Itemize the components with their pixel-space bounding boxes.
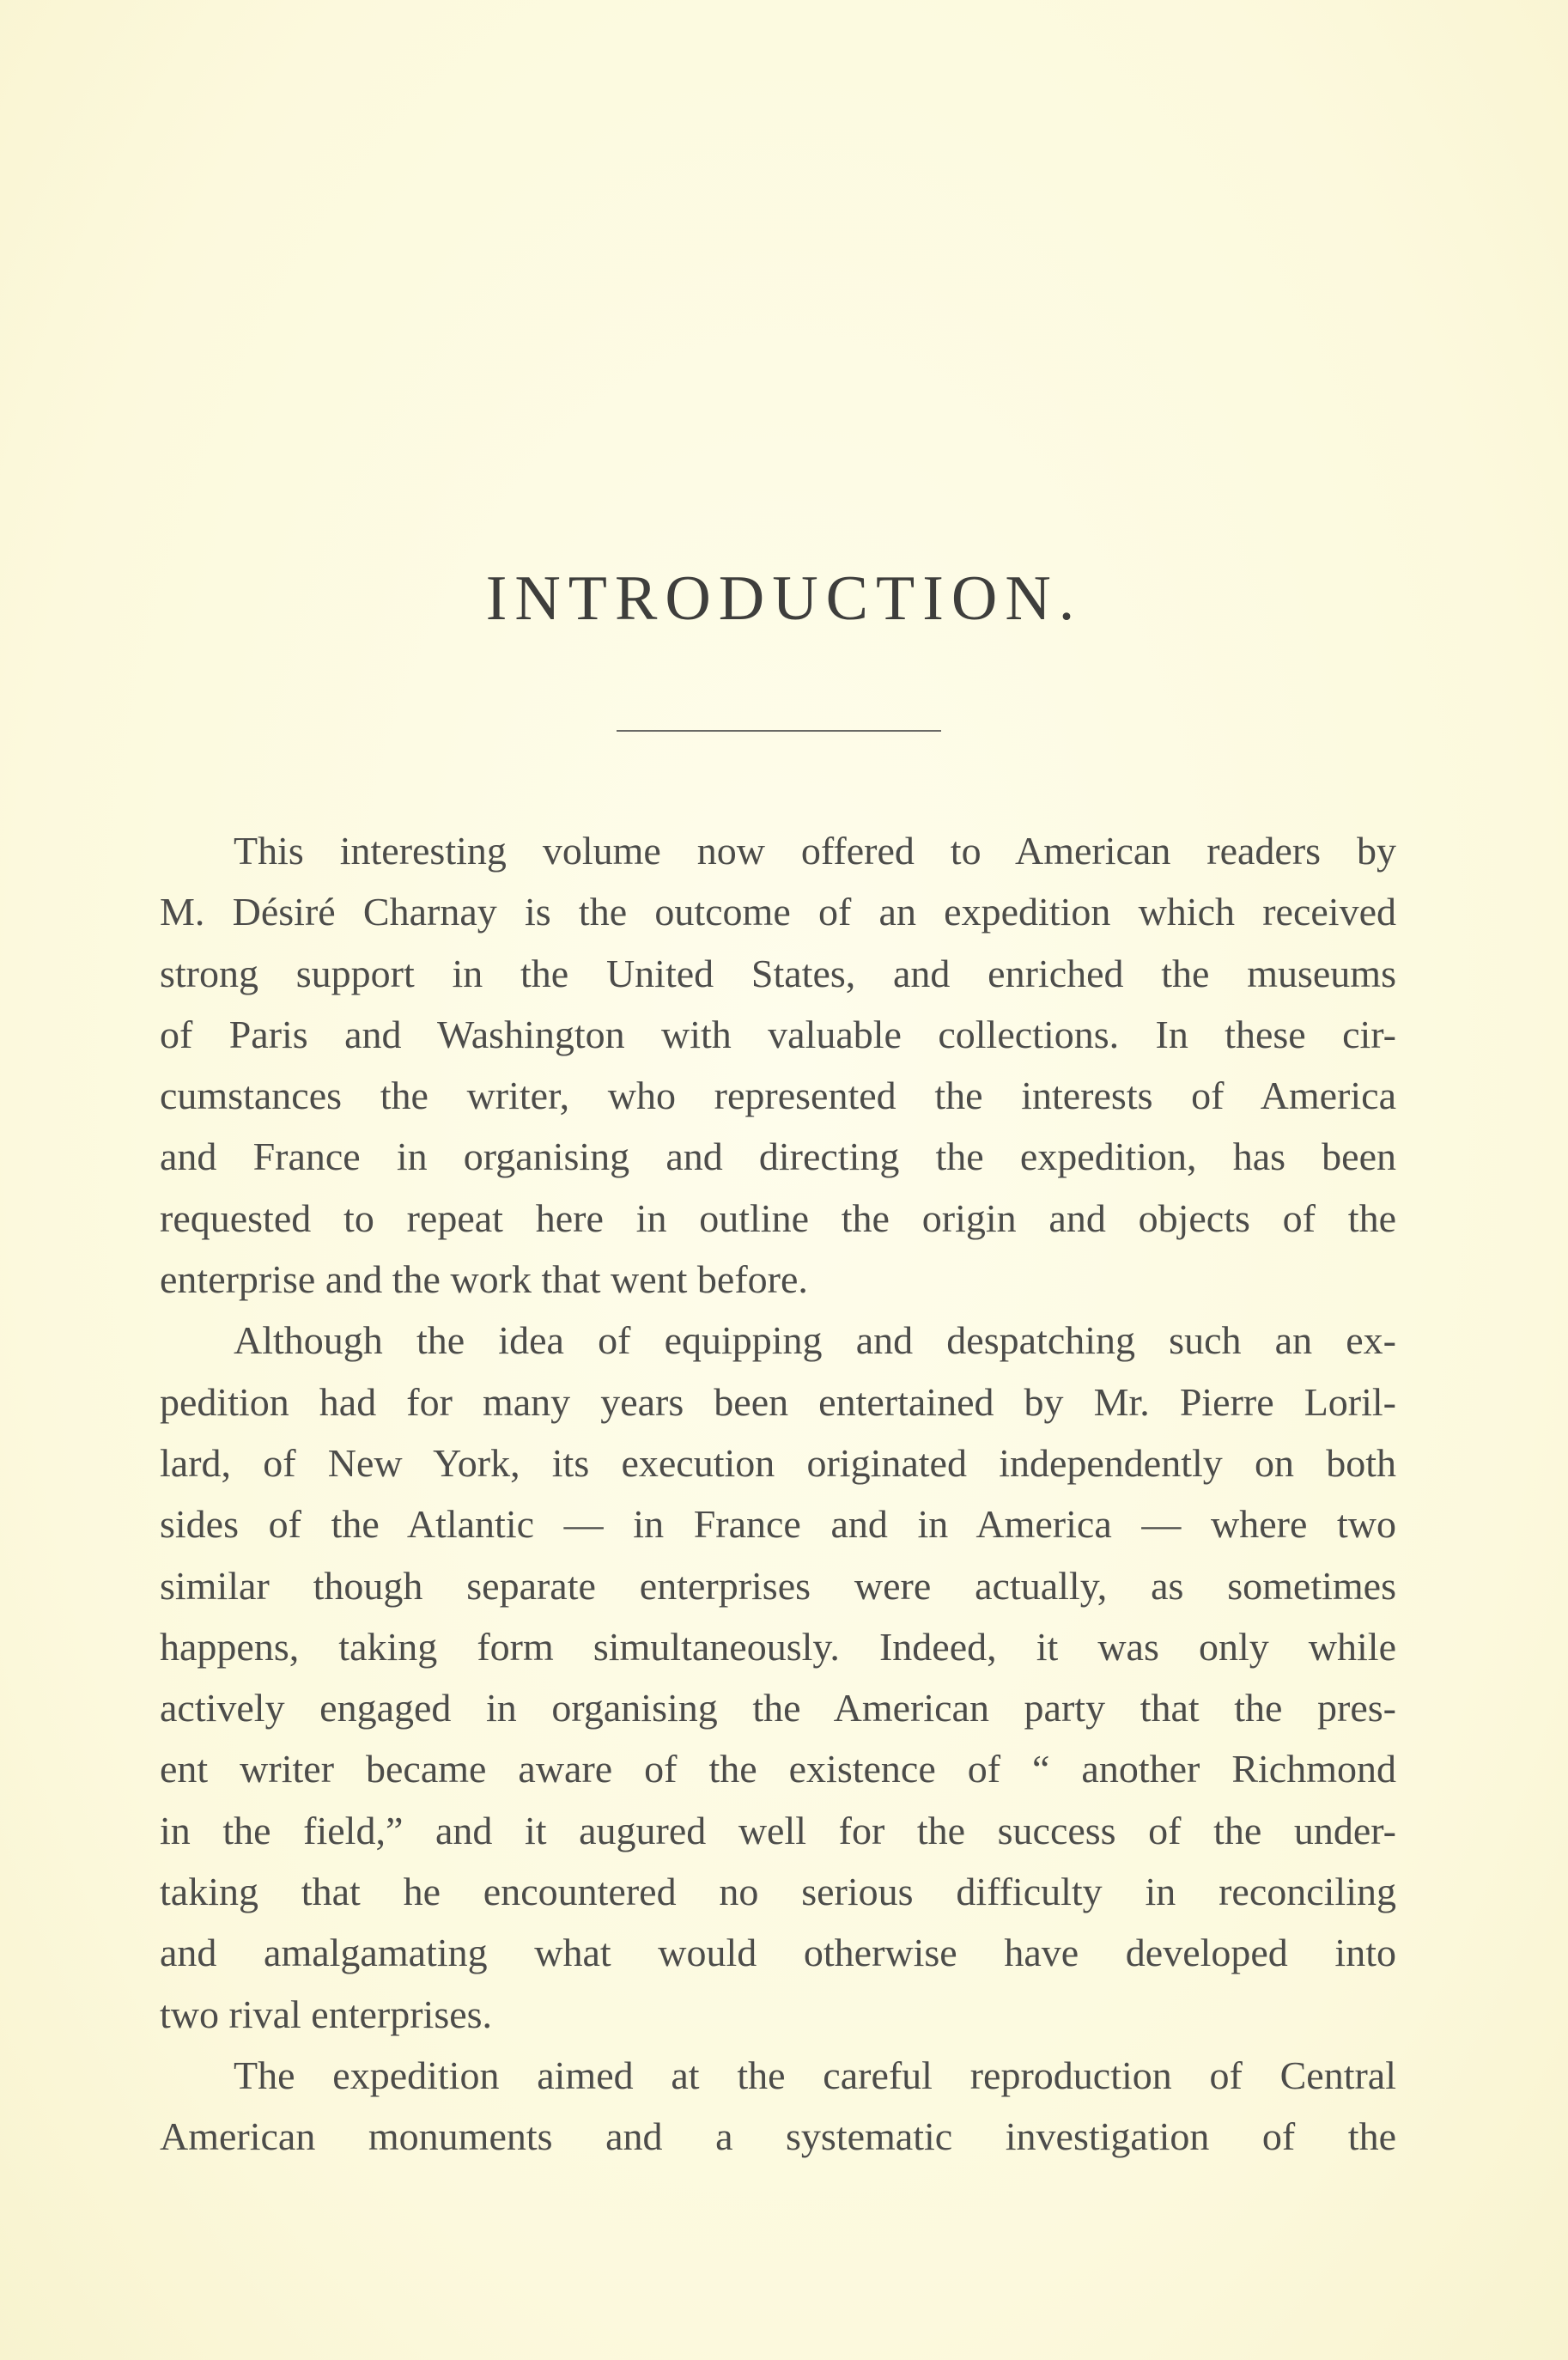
text-line: M. Désiré Charnay is the outcome of an expedition which received <box>160 890 1396 934</box>
text-line: pedition had for many years been entertained by Mr. Pierre Loril- <box>160 1379 1396 1424</box>
text-line: sides of the Atlantic — in France and in America — where two <box>160 1502 1396 1547</box>
text-line: American monuments and a systematic investigation of the <box>160 2114 1396 2159</box>
text-line: actively engaged in organising the American party that the pres- <box>160 1686 1396 1730</box>
text-line: enterprise and the work that went before. <box>160 1257 808 1302</box>
text-line: lard, of New York, its execution originated independently on both <box>160 1440 1396 1485</box>
text-line: in the field,” and it augured well for the success of the under- <box>160 1808 1396 1852</box>
text-line: taking that he encountered no serious difficulty in reconciling <box>160 1870 1396 1914</box>
text-line: This interesting volume now offered to American readers by <box>234 829 1396 873</box>
text-line: and France in organising and directing the expedition, has been <box>160 1134 1396 1179</box>
text-line: two rival enterprises. <box>160 1992 493 2036</box>
text-line: and amalgamating what would otherwise have developed into <box>160 1931 1396 1975</box>
text-line: similar though separate enterprises were actually, as sometimes <box>160 1563 1396 1608</box>
body-text <box>160 820 1396 2168</box>
text-line: cumstances the writer, who represented the interests of America <box>160 1074 1396 1118</box>
text-line: of Paris and Washington with valuable collections. In these cir- <box>160 1012 1396 1056</box>
text-line: Although the idea of equipping and despatching such an ex- <box>234 1318 1396 1363</box>
page-title: INTRODUCTION. <box>485 563 1083 634</box>
text-line: requested to repeat here in outline the origin and objects of the <box>160 1195 1396 1240</box>
text-line: The expedition aimed at the careful reproduction of Central <box>234 2053 1396 2097</box>
title-rule-divider <box>617 730 941 732</box>
text-line: happens, taking form simultaneously. Indeed, it was only while <box>160 1624 1396 1669</box>
text-line: strong support in the United States, and enriched the museums <box>160 951 1396 995</box>
text-line: ent writer became aware of the existence of “ another Richmond <box>160 1747 1396 1791</box>
